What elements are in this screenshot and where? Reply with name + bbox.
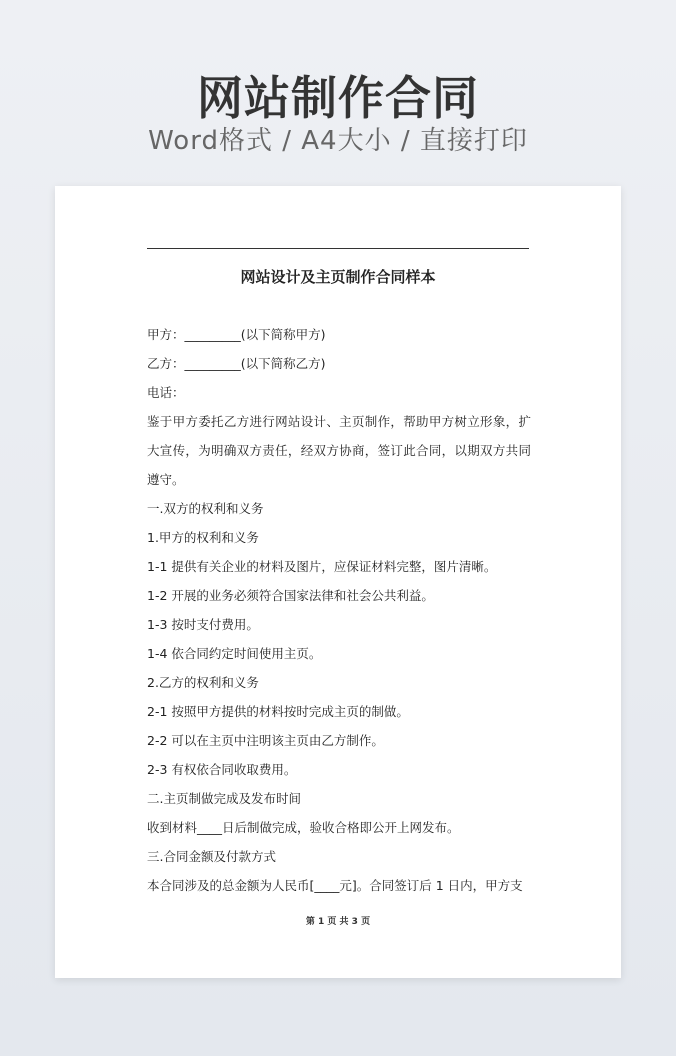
- clause-line: 2-2 可以在主页中注明该主页由乙方制作。: [147, 733, 384, 748]
- banner-subtitle: Word格式 / A4大小 / 直接打印: [148, 126, 528, 156]
- clause-line: 1-4 依合同约定时间使用主页。: [147, 646, 322, 661]
- banner-title: 网站制作合同: [197, 71, 479, 125]
- document-body: [147, 320, 531, 900]
- phone-line: 电话：: [147, 385, 185, 400]
- clause-line: 1-1 提供有关企业的材料及图片，应保证材料完整，图片清晰。: [147, 559, 497, 574]
- clause-line: 本合同涉及的总金额为人民币[____元]。合同签订后 1 日内，甲方支: [147, 878, 523, 893]
- preamble-paragraph: 鉴于甲方委托乙方进行网站设计、主页制作，帮助甲方树立形象，扩大宣传，为明确双方责任，经双方协商，签订此合同，以期双方共同遵守。: [147, 414, 531, 487]
- page-number-footer: 第 1 页 共 3 页: [305, 917, 371, 927]
- subsection-heading: 2.乙方的权利和义务: [147, 675, 259, 690]
- section-heading: 二.主页制做完成及发布时间: [147, 791, 301, 806]
- clause-line: 1-2 开展的业务必须符合国家法律和社会公共利益。: [147, 588, 434, 603]
- clause-line: 2-3 有权依合同收取费用。: [147, 762, 297, 777]
- subsection-heading: 1.甲方的权利和义务: [147, 530, 259, 545]
- header-rule: [147, 248, 529, 249]
- document-title: 网站设计及主页制作合同样本: [240, 268, 436, 286]
- party-a-line: 甲方：_________(以下简称甲方): [147, 327, 326, 342]
- section-heading: 一.双方的权利和义务: [147, 501, 264, 516]
- clause-line: 1-3 按时支付费用。: [147, 617, 259, 632]
- section-heading: 三.合同金额及付款方式: [147, 849, 276, 864]
- document-page: [55, 186, 621, 978]
- party-b-line: 乙方：_________(以下简称乙方): [147, 356, 326, 371]
- clause-line: 2-1 按照甲方提供的材料按时完成主页的制做。: [147, 704, 409, 719]
- clause-line: 收到材料____日后制做完成，验收合格即公开上网发布。: [147, 820, 460, 835]
